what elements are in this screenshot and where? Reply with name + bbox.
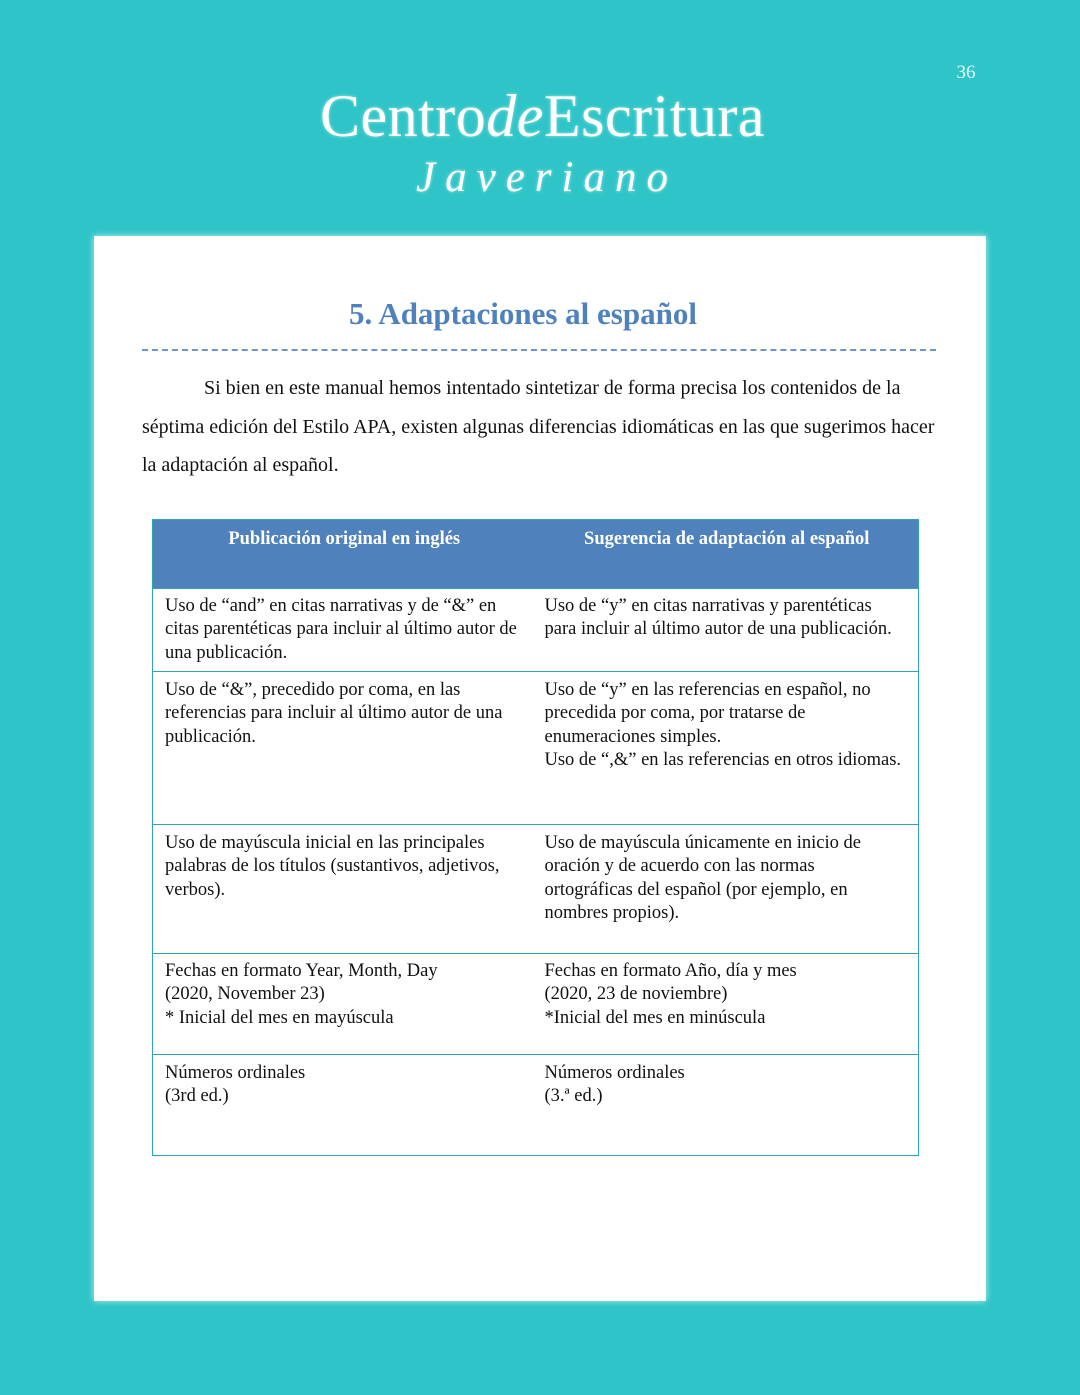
- cell-text: Números ordinales: [544, 1063, 685, 1083]
- cell-text: Uso de “y” en las referencias en español, no precedida por coma, por tratarse de enumeraciones simples.: [544, 680, 871, 747]
- cell-adaptation: [536, 595, 919, 671]
- logo-part-centro: Centro: [319, 83, 487, 149]
- cell-adaptation: [536, 960, 919, 1054]
- header-original: Publicación original en inglés: [228, 529, 461, 549]
- table-row: [153, 589, 918, 672]
- centro-de-escritura-logo: [0, 78, 1080, 202]
- cell-adaptation: [536, 1062, 919, 1155]
- header-adaptation: Sugerencia de adaptación al español: [584, 529, 870, 549]
- section-title: 5. Adaptaciones al español: [349, 296, 697, 331]
- logo-part-de: de: [486, 83, 544, 149]
- table-row: [153, 672, 918, 825]
- cell-text: Uso de “and” en citas narrativas y de “&” en citas parentéticas para incluir al último autor de una publicación.: [165, 596, 517, 663]
- intro-paragraph: Si bien en este manual hemos intentado sintetizar de forma precisa los contenidos de la séptima edición del Estilo APA, existen algunas diferencias idiomáticas en las que sugerimos hacer la adaptación al español.: [142, 377, 935, 476]
- cell-original: [153, 595, 536, 671]
- table-row: [153, 1055, 918, 1155]
- cell-text: (2020, 23 de noviembre): [544, 984, 728, 1005]
- cell-text: Números ordinales: [165, 1063, 306, 1083]
- cell-text: * Inicial del mes en mayúscula: [165, 1007, 394, 1028]
- cell-adaptation: [536, 679, 919, 824]
- cell-original: [153, 679, 536, 824]
- cell-text: Uso de “,&” en las referencias en otros idiomas.: [544, 749, 902, 770]
- logo-part-escritura: Escritura: [543, 83, 765, 149]
- logo-line-1: [0, 78, 1080, 154]
- cell-text: Fechas en formato Year, Month, Day: [165, 961, 438, 981]
- cell-text: Uso de mayúscula únicamente en inicio de oración y de acuerdo con las normas ortográficas del español (por ejemplo, en nombres propios).: [544, 833, 861, 923]
- cell-text: (2020, November 23): [165, 984, 325, 1005]
- title-divider: [142, 349, 936, 351]
- cell-original: [153, 832, 536, 953]
- table-row: [153, 954, 918, 1055]
- cell-text: *Inicial del mes en minúscula: [544, 1007, 766, 1028]
- cell-text: (3.ª ed.): [544, 1086, 603, 1107]
- cell-adaptation: [536, 832, 919, 953]
- logo-line-2: Javeriano: [416, 154, 678, 201]
- cell-original: [153, 1062, 536, 1155]
- cell-text: Uso de “&”, precedido por coma, en las referencias para incluir al último autor de una publicación.: [165, 680, 503, 747]
- page-number: 36: [956, 62, 976, 83]
- cell-text: Uso de “y” en citas narrativas y parentéticas para incluir al último autor de una publicación.: [544, 596, 892, 640]
- cell-text: Uso de mayúscula inicial en las principales palabras de los títulos (sustantivos, adjetivos, verbos).: [165, 833, 500, 900]
- cell-text: (3rd ed.): [165, 1086, 229, 1107]
- cell-original: [153, 960, 536, 1054]
- adaptations-table: [152, 519, 919, 1156]
- cell-text: Fechas en formato Año, día y mes: [544, 961, 797, 981]
- table-row: [153, 825, 918, 954]
- table-header: [153, 520, 918, 589]
